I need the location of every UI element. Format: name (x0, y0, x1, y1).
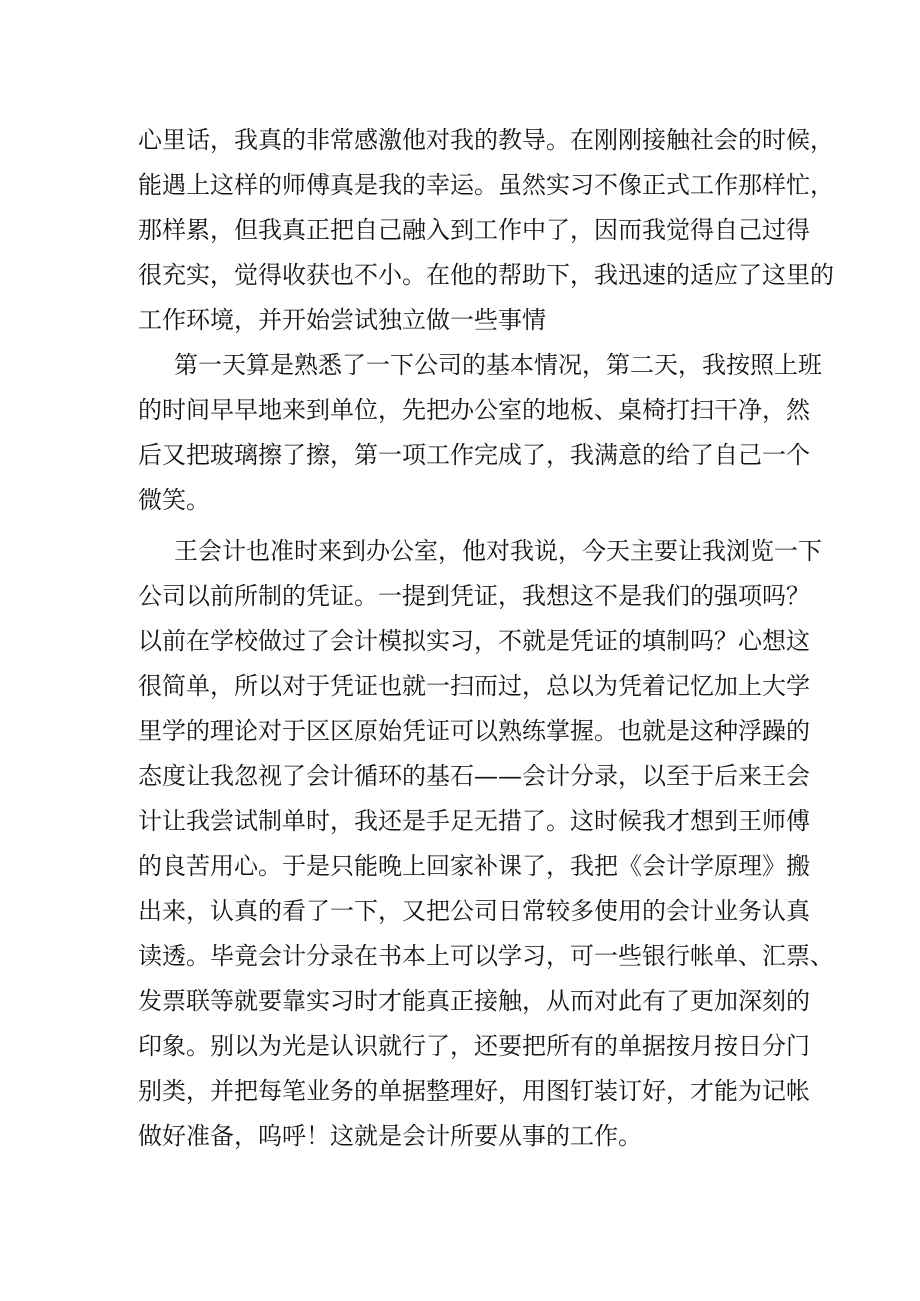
text-line: 能遇上这样的师傅真是我的幸运。虽然实习不像正式工作那样忙， (138, 171, 834, 199)
text-line: 第一天算是熟悉了一下公司的基本情况，第二天，我按照上班 (174, 351, 822, 379)
text-line: 公司以前所制的凭证。一提到凭证，我想这不是我们的强项吗？ (138, 582, 810, 610)
text-line: 微笑。 (138, 486, 210, 514)
text-line: 那样累，但我真正把自己融入到工作中了，因而我觉得自己过得 (138, 216, 810, 244)
text-line: 别类，并把每笔业务的单据整理好，用图钉装订好，才能为记帐 (138, 1077, 810, 1105)
text-line: 以前在学校做过了会计模拟实习，不就是凭证的填制吗？心想这 (138, 627, 810, 655)
text-line: 工作环境，并开始尝试独立做一些事情 (138, 306, 546, 334)
paragraph-2 (138, 343, 822, 523)
text-line: 发票联等就要靠实习时才能真正接触，从而对此有了更加深刻的 (138, 987, 810, 1015)
text-line: 做好准备，呜呼！这就是会计所要从事的工作。 (138, 1122, 642, 1150)
text-line: 很简单，所以对于凭证也就一扫而过，总以为凭着记忆加上大学 (138, 672, 810, 700)
text-line: 的时间早早地来到单位，先把办公室的地板、桌椅打扫干净，然 (138, 396, 810, 424)
text-line: 很充实，觉得收获也不小。在他的帮助下，我迅速的适应了这里的 (138, 261, 834, 289)
text-line: 后又把玻璃擦了擦，第一项工作完成了，我满意的给了自己一个 (138, 441, 810, 469)
text-line: 的良苦用心。于是只能晚上回家补课了，我把《会计学原理》搬 (138, 852, 810, 880)
text-line: 出来，认真的看了一下，又把公司日常较多使用的会计业务认真 (138, 897, 810, 925)
paragraph-1 (138, 118, 834, 343)
text-line: 读透。毕竟会计分录在书本上可以学习，可一些银行帐单、汇票、 (138, 942, 834, 970)
body-text (138, 118, 834, 1159)
paragraph-3 (138, 529, 834, 1159)
text-line: 里学的理论对于区区原始凭证可以熟练掌握。也就是这种浮躁的 (138, 717, 810, 745)
text-line: 态度让我忽视了会计循环的基石——会计分录，以至于后来王会 (138, 762, 810, 790)
text-line: 印象。别以为光是认识就行了，还要把所有的单据按月按日分门 (138, 1032, 810, 1060)
text-line: 计让我尝试制单时，我还是手足无措了。这时候我才想到王师傅 (138, 807, 810, 835)
text-line: 心里话，我真的非常感激他对我的教导。在刚刚接触社会的时候， (138, 126, 834, 154)
text-line: 王会计也准时来到办公室，他对我说，今天主要让我浏览一下 (174, 537, 822, 565)
